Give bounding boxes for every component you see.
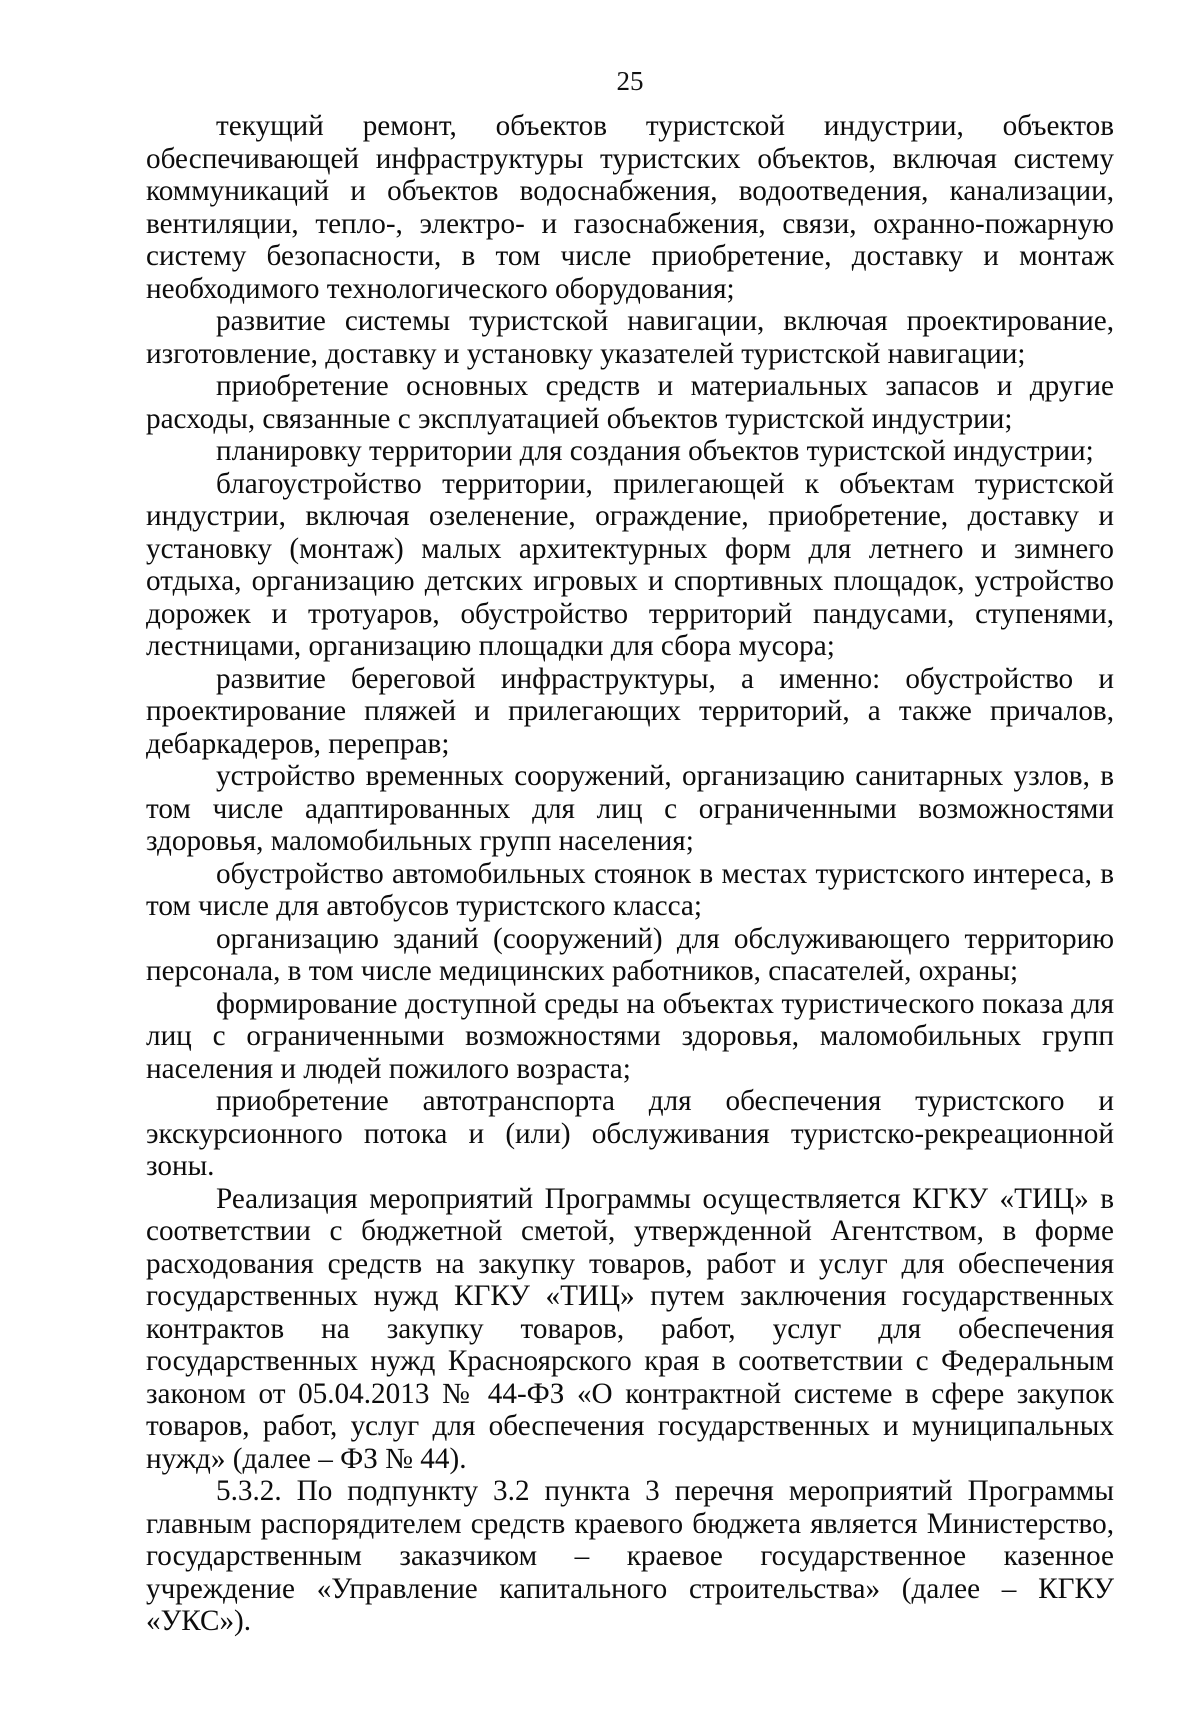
paragraph-landscaping: благоустройство территории, прилегающей к объектам туристской индустрии, включая озеленение, ограждение, приобретение, доставку и установку (монтаж) малых архитектурных форм для летнего и зимнего отдыха, организацию детских игровых и спортивных площадок, устройство дорожек и тротуаров, обустройство территорий пандусами, ступенями, лестницами, организацию площадки для сбора мусора; — [146, 467, 1114, 662]
paragraph-program-implementation: Реализация мероприятий Программы осуществляется КГКУ «ТИЦ» в соответствии с бюджетной сметой, утвержденной Агентством, в форме расходования средств на закупку товаров, работ и услуг для обеспечения государственных нужд КГКУ «ТИЦ» путем заключения государственных контрактов на закупку товаров, работ, услуг для обеспечения государственных нужд Красноярского края в соответствии с Федеральным законом от 05.04.2013 № 44-ФЗ «О контрактной системе в сфере закупок товаров, работ, услуг для обеспечения государственных и муниципальных нужд» (далее – ФЗ № 44). — [146, 1182, 1114, 1475]
paragraph-tourist-navigation: развитие системы туристской навигации, включая проектирование, изготовление, доставку и установку указателей туристской навигации; — [146, 305, 1114, 370]
paragraph-staff-buildings: организацию зданий (сооружений) для обслуживающего территорию персонала, в том числе медицинских работников, спасателей, охраны; — [146, 922, 1114, 987]
document-body — [146, 110, 1114, 1638]
paragraph-accessible-environment: формирование доступной среды на объектах туристического показа для лиц с ограниченными возможностями здоровья, маломобильных групп населения и людей пожилого возраста; — [146, 987, 1114, 1085]
paragraph-temporary-structures: устройство временных сооружений, организацию санитарных узлов, в том числе адаптированных для лиц с ограниченными возможностями здоровья, маломобильных групп населения; — [146, 760, 1114, 857]
paragraph-vehicles: приобретение автотранспорта для обеспечения туристского и экскурсионного потока и (или) обслуживания туристско-рекреационной зоны. — [146, 1085, 1114, 1182]
paragraph-parking: обустройство автомобильных стоянок в местах туристского интереса, в том числе для автобусов туристского класса; — [146, 857, 1114, 922]
paragraph-capital-repair: текущий ремонт, объектов туристской индустрии, объектов обеспечивающей инфраструктуры туристских объектов, включая систему коммуникаций и объектов водоснабжения, водоотведения, канализации, вентиляции, тепло-, электро- и газоснабжения, связи, охранно-пожарную систему безопасности, в том числе приобретение, доставку и монтаж необходимого технологического оборудования; — [146, 110, 1114, 305]
paragraph-section-5-3-2: 5.3.2. По подпункту 3.2 пункта 3 перечня мероприятий Программы главным распорядителем средств краевого бюджета является Министерство, государственным заказчиком – краевое государственное казенное учреждение «Управление капитального строительства» (далее – КГКУ «УКС»). — [146, 1475, 1114, 1637]
paragraph-coastal-infrastructure: развитие береговой инфраструктуры, а именно: обустройство и проектирование пляжей и прилегающих территорий, а также причалов, дебаркадеров, переправ; — [146, 662, 1114, 760]
paragraph-territory-planning: планировку территории для создания объектов туристской индустрии; — [216, 435, 1094, 467]
paragraph-fixed-assets: приобретение основных средств и материальных запасов и другие расходы, связанные с эксплуатацией объектов туристской индустрии; — [146, 370, 1114, 435]
page-number: 25 — [616, 66, 644, 96]
